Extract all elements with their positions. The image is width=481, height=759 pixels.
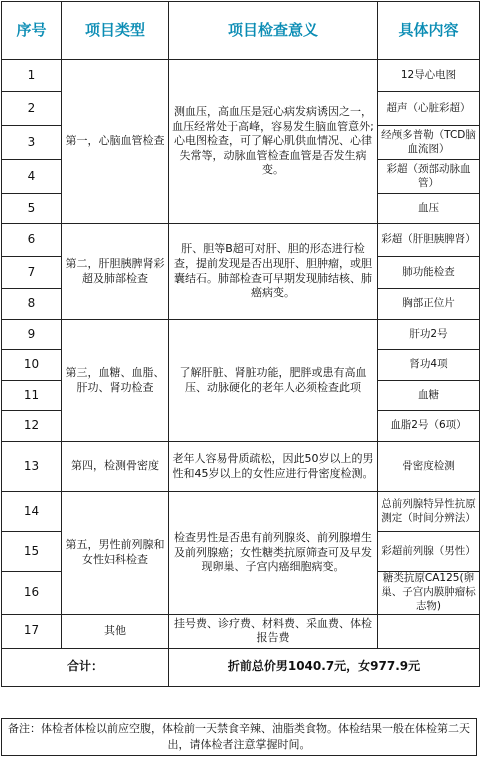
item-cell: 12导心电图	[378, 60, 480, 92]
item-cell: 彩超前列腺（男性）	[378, 532, 480, 572]
item-cell	[378, 614, 480, 648]
row-number: 5	[2, 194, 62, 224]
row-number: 4	[2, 160, 62, 194]
row-number: 17	[2, 614, 62, 648]
group-type: 第一，心脑血管检查	[62, 60, 169, 224]
row-number: 14	[2, 492, 62, 532]
item-cell: 肾功4项	[378, 350, 480, 381]
row-number: 2	[2, 92, 62, 126]
group-meaning: 挂号费、诊疗费、材料费、采血费、体检报告费	[169, 614, 378, 648]
row-number: 16	[2, 572, 62, 615]
header-row	[2, 2, 480, 60]
table-row	[2, 224, 480, 257]
table-row	[2, 492, 480, 532]
table-row	[2, 442, 480, 492]
header-type: 项目类型	[62, 2, 169, 60]
group-meaning: 检查男性是否患有前列腺炎、前列腺增生及前列腺癌；女性糖类抗原筛查可及早发现卵巢、子宫内癌细胞病变。	[169, 492, 378, 615]
row-number: 8	[2, 289, 62, 320]
item-cell: 肝功2号	[378, 320, 480, 350]
group-meaning: 了解肝脏、肾脏功能，肥胖或患有高血压、动脉硬化的老年人必须检查此项	[169, 320, 378, 442]
group-type: 第五，男性前列腺和女性妇科检查	[62, 492, 169, 615]
row-number: 1	[2, 60, 62, 92]
header-no: 序号	[2, 2, 62, 60]
table-row	[2, 320, 480, 350]
item-cell: 彩超（肝胆胰脾肾）	[378, 224, 480, 257]
footnote: 备注：体检者体检以前应空腹，体检前一天禁食辛辣、油脂类食物。体检结果一般在体检第二天出，请体检者注意掌握时间。	[1, 718, 477, 756]
item-cell: 糖类抗原CA125(卵巢、子宫内膜肿瘤标志物)	[378, 572, 480, 615]
group-meaning: 老年人容易骨质疏松，因此50岁以上的男性和45岁以上的女性应进行骨密度检测。	[169, 442, 378, 492]
row-number: 13	[2, 442, 62, 492]
row-number: 7	[2, 257, 62, 289]
group-type: 第四，检测骨密度	[62, 442, 169, 492]
group-type: 其他	[62, 614, 169, 648]
table-row	[2, 60, 480, 92]
item-cell: 肺功能检查	[378, 257, 480, 289]
header-meaning: 项目检查意义	[169, 2, 378, 60]
total-row	[2, 648, 480, 686]
row-number: 11	[2, 381, 62, 411]
item-cell: 胸部正位片	[378, 289, 480, 320]
row-number: 6	[2, 224, 62, 257]
item-cell: 经颅多普勒（TCD脑血流图）	[378, 126, 480, 160]
total-label: 合计：	[2, 648, 169, 686]
item-cell: 超声（心脏彩超）	[378, 92, 480, 126]
row-number: 15	[2, 532, 62, 572]
row-number: 12	[2, 411, 62, 442]
group-meaning: 肝、胆等B超可对肝、胆的形态进行检查，提前发现是否出现肝、胆肿瘤，或胆囊结石。肺部检查可早期发现肺结核、肺癌病变。	[169, 224, 378, 320]
item-cell: 血压	[378, 194, 480, 224]
group-type: 第三，血糖、血脂、肝功、肾功检查	[62, 320, 169, 442]
item-cell: 彩超（颈部动脉血管）	[378, 160, 480, 194]
item-cell: 总前列腺特异性抗原测定（时间分辨法）	[378, 492, 480, 532]
total-value: 折前总价男1040.7元，女977.9元	[169, 648, 480, 686]
group-type: 第二，肝胆胰脾肾彩超及肺部检查	[62, 224, 169, 320]
item-cell: 血脂2号（6项）	[378, 411, 480, 442]
header-content: 具体内容	[378, 2, 480, 60]
item-cell: 骨密度检测	[378, 442, 480, 492]
row-number: 9	[2, 320, 62, 350]
table-row	[2, 614, 480, 648]
row-number: 3	[2, 126, 62, 160]
exam-table	[1, 1, 480, 687]
group-meaning: 测血压，高血压是冠心病发病诱因之一，血压经常处于高峰，容易发生脑血管意外;心电图检查，可了解心肌供血情况、心律失常等，动脉血管检查血管是否发生病变。	[169, 60, 378, 224]
row-number: 10	[2, 350, 62, 381]
item-cell: 血糖	[378, 381, 480, 411]
